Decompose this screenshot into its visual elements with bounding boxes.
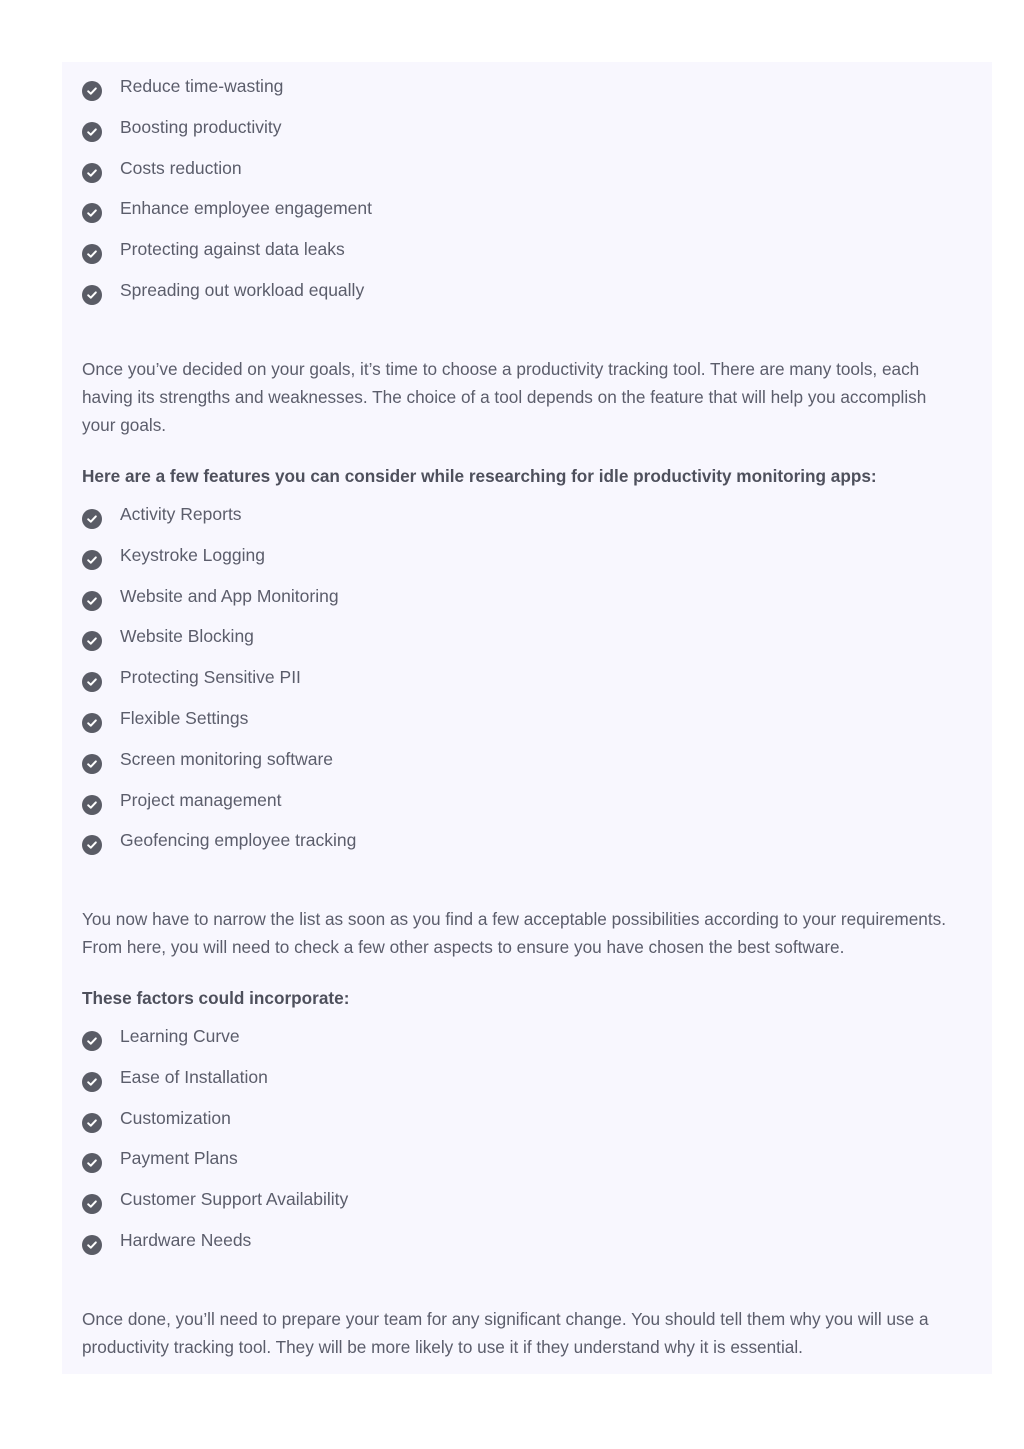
- checklist-item: [82, 68, 972, 109]
- checklist-item: [82, 272, 972, 313]
- checklist-item-label: Customer Support Availability: [120, 1189, 349, 1210]
- paragraph-prepare-team: Once done, you’ll need to prepare your team for any significant change. You should tell them why you will use a productivity tracking tool. They will be more likely to use it if they understand why it is essential.: [82, 1309, 929, 1357]
- check-circle-icon: [82, 631, 102, 651]
- checklist-item: [82, 822, 972, 863]
- checklist-item-label: Costs reduction: [120, 157, 242, 178]
- checklist-item-label: Protecting against data leaks: [120, 239, 345, 260]
- check-circle-icon: [82, 713, 102, 733]
- checklist-item-label: Screen monitoring software: [120, 748, 334, 769]
- check-circle-icon: [82, 795, 102, 815]
- checklist-item: [82, 1059, 972, 1100]
- paragraph-narrow-list: You now have to narrow the list as soon as you find a few acceptable possibilities according to your requirements. From here, you will need to check a few other aspects to ensure you have chosen the best software.: [82, 909, 946, 957]
- factors-checklist: [82, 1018, 972, 1263]
- checklist-item-label: Website Blocking: [120, 626, 254, 647]
- checklist-item: [82, 659, 972, 700]
- checklist-item-label: Project management: [120, 789, 282, 810]
- goals-checklist: [82, 68, 972, 313]
- check-circle-icon: [82, 285, 102, 305]
- checklist-item: [82, 537, 972, 578]
- check-circle-icon: [82, 1113, 102, 1133]
- checklist-item: [82, 578, 972, 619]
- checklist-item: [82, 1181, 972, 1222]
- checklist-item-label: Activity Reports: [120, 504, 242, 524]
- check-circle-icon: [82, 591, 102, 611]
- checklist-item-label: Boosting productivity: [120, 116, 282, 137]
- check-circle-icon: [82, 754, 102, 774]
- checklist-item-label: Reduce time-wasting: [120, 76, 284, 96]
- article-content-panel: [62, 62, 992, 1374]
- check-circle-icon: [82, 835, 102, 855]
- checklist-item-label: Keystroke Logging: [120, 544, 265, 565]
- checklist-item-label: Customization: [120, 1107, 231, 1128]
- check-circle-icon: [82, 509, 102, 529]
- checklist-item-label: Ease of Installation: [120, 1066, 268, 1087]
- checklist-item-label: Hardware Needs: [120, 1229, 252, 1250]
- check-circle-icon: [82, 672, 102, 692]
- checklist-item-label: Enhance employee engagement: [120, 198, 372, 219]
- check-circle-icon: [82, 163, 102, 183]
- check-circle-icon: [82, 1194, 102, 1214]
- checklist-item: [82, 150, 972, 191]
- checklist-item: [82, 1140, 972, 1181]
- check-circle-icon: [82, 550, 102, 570]
- checklist-item-label: Learning Curve: [120, 1026, 240, 1046]
- checklist-item: [82, 231, 972, 272]
- checklist-item: [82, 1018, 972, 1059]
- checklist-item: [82, 1100, 972, 1141]
- paragraph-choose-tool: Once you’ve decided on your goals, it’s time to choose a productivity tracking tool. There are many tools, each having its strengths and weaknesses. The choice of a tool depends on the feature that will help you accomplish your goals.: [82, 359, 927, 435]
- factors-lead-in: These factors could incorporate:: [82, 988, 350, 1008]
- checklist-item-label: Geofencing employee tracking: [120, 830, 357, 851]
- check-circle-icon: [82, 1072, 102, 1092]
- checklist-item: [82, 496, 972, 537]
- checklist-item-label: Spreading out workload equally: [120, 279, 365, 300]
- check-circle-icon: [82, 1031, 102, 1051]
- check-circle-icon: [82, 122, 102, 142]
- checklist-item-label: Website and App Monitoring: [120, 585, 339, 606]
- features-checklist: [82, 496, 972, 863]
- checklist-item: [82, 782, 972, 823]
- checklist-item: [82, 190, 972, 231]
- checklist-item-label: Payment Plans: [120, 1148, 238, 1169]
- check-circle-icon: [82, 203, 102, 223]
- check-circle-icon: [82, 1235, 102, 1255]
- check-circle-icon: [82, 244, 102, 264]
- checklist-item: [82, 618, 972, 659]
- checklist-item-label: Protecting Sensitive PII: [120, 667, 301, 688]
- checklist-item: [82, 1222, 972, 1263]
- checklist-item: [82, 700, 972, 741]
- check-circle-icon: [82, 81, 102, 101]
- checklist-item: [82, 109, 972, 150]
- features-lead-in: Here are a few features you can consider while researching for idle productivity monitoring apps:: [82, 466, 877, 486]
- check-circle-icon: [82, 1153, 102, 1173]
- checklist-item: [82, 741, 972, 782]
- checklist-item-label: Flexible Settings: [120, 707, 249, 728]
